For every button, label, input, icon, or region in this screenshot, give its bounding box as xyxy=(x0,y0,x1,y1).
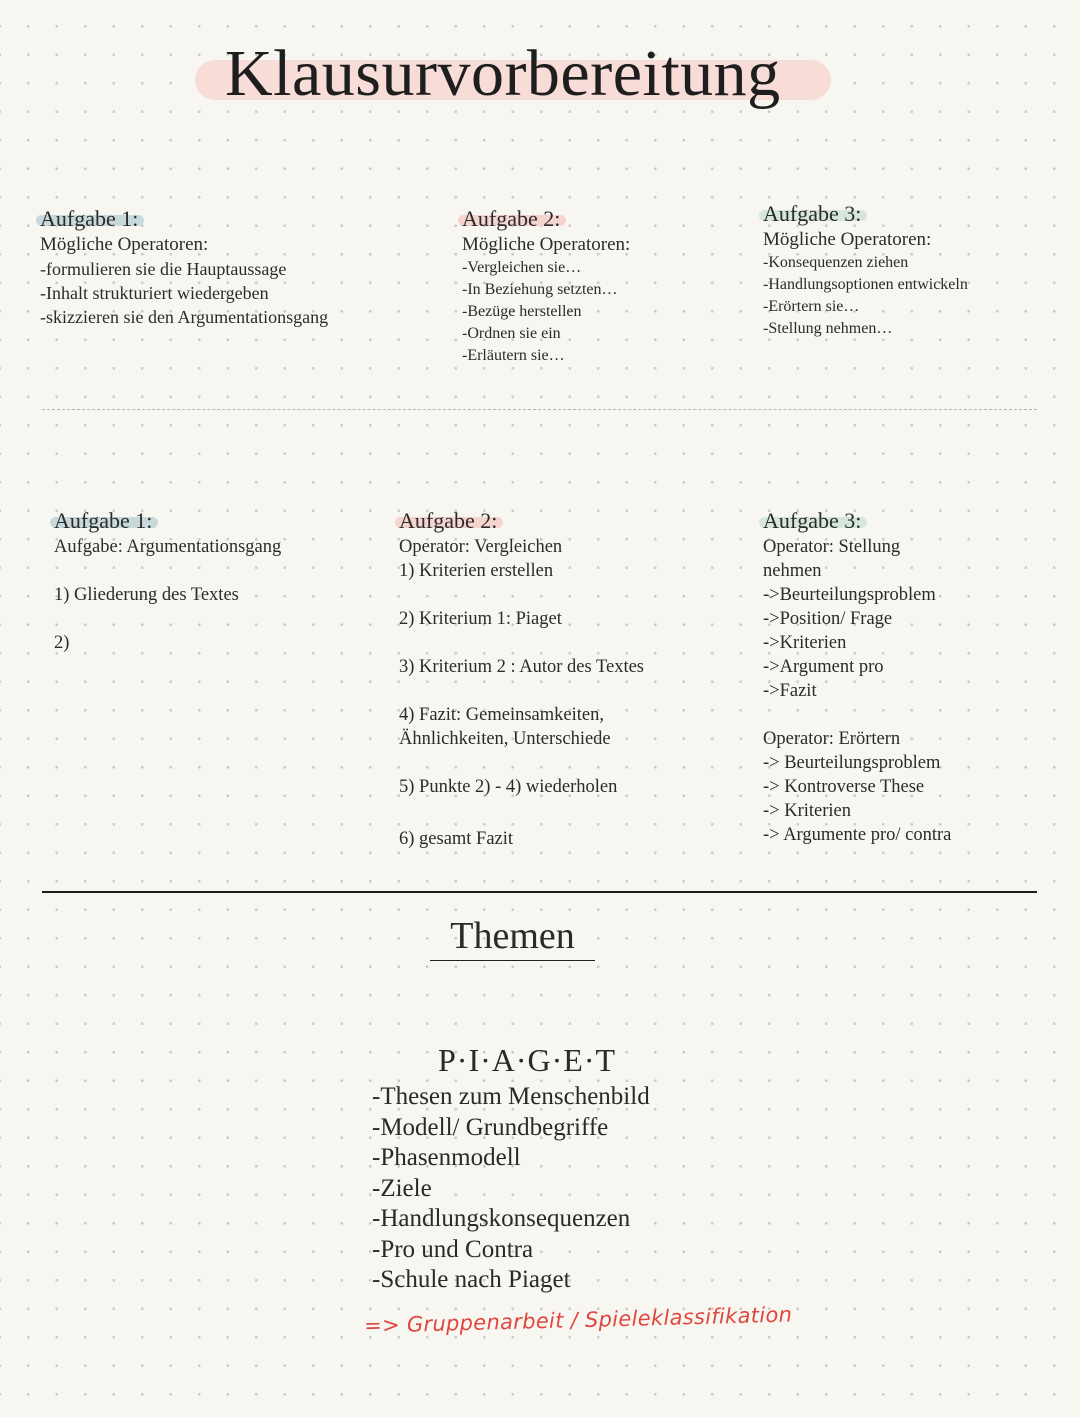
list-item: -Handlungskonsequenzen xyxy=(372,1205,631,1232)
bottom-aufgabe-2-line: 5) Punkte 2) - 4) wiederholen xyxy=(399,777,618,797)
list-item: -Erörtern sie… xyxy=(763,298,860,315)
list-item: -Phasenmodell xyxy=(372,1144,521,1171)
bottom-aufgabe-3-line: Operator: Stellung xyxy=(763,537,901,557)
page-title: Klausurvorbereitung xyxy=(225,37,781,110)
bottom-aufgabe-2-heading: Aufgabe 2: xyxy=(399,508,498,533)
bottom-aufgabe-2-line: 6) gesamt Fazit xyxy=(399,829,514,849)
list-item: -> Argumente pro/ contra xyxy=(763,825,952,845)
top-aufgabe-1-sub: Mögliche Operatoren: xyxy=(40,234,209,255)
list-item: -Inhalt strukturiert wiedergeben xyxy=(40,283,269,303)
list-item: ->Fazit xyxy=(763,681,817,701)
bottom-aufgabe-2-line: 3) Kriterium 2 : Autor des Textes xyxy=(399,657,644,677)
list-item: -Pro und Contra xyxy=(372,1235,534,1263)
list-item: -Ordnen sie ein xyxy=(462,325,561,342)
list-item: ->Kriterien xyxy=(763,633,847,653)
title-block xyxy=(195,37,835,120)
list-item: -Konsequenzen ziehen xyxy=(763,254,909,271)
bottom-aufgabe-1-line: Aufgabe: Argumentationsgang xyxy=(54,537,282,557)
bottom-aufgabe-1-line: 2) xyxy=(54,633,70,653)
top-aufgabe-2-list xyxy=(462,257,630,367)
top-aufgabe-2-heading: Aufgabe 2: xyxy=(462,206,561,231)
bottom-aufgabe-3 xyxy=(763,508,951,847)
list-item: -Schule nach Piaget xyxy=(372,1266,571,1293)
list-item: -> Kontroverse These xyxy=(763,777,925,797)
list-item: -Handlungsoptionen entwickeln xyxy=(763,276,968,293)
handwritten-note xyxy=(362,1295,882,1340)
bottom-aufgabe-2-line: Ähnlichkeiten, Unterschiede xyxy=(399,729,611,749)
bottom-aufgabe-2-line: Operator: Vergleichen xyxy=(399,537,563,557)
top-aufgabe-3-sub: Mögliche Operatoren: xyxy=(763,229,932,250)
list-item: -Ziele xyxy=(372,1174,432,1202)
list-item: ->Argument pro xyxy=(763,657,884,677)
list-item: ->Position/ Frage xyxy=(763,609,893,629)
bottom-aufgabe-3-list-2 xyxy=(763,751,951,847)
themen-heading: Themen xyxy=(430,912,595,961)
bottom-aufgabe-2-line: 2) Kriterium 1: Piaget xyxy=(399,609,562,629)
list-item: -skizzieren sie den Argumentationsgang xyxy=(40,307,329,327)
top-aufgabe-1-list xyxy=(40,257,328,329)
bottom-aufgabe-3-line: nehmen xyxy=(763,561,822,581)
list-item: -Vergleichen sie… xyxy=(462,259,582,276)
top-aufgabe-2-sub: Mögliche Operatoren: xyxy=(462,234,631,255)
dashed-divider xyxy=(42,409,1037,410)
list-item: -Bezüge herstellen xyxy=(462,303,582,320)
list-item: -Modell/ Grundbegriffe xyxy=(372,1113,609,1141)
bottom-aufgabe-1-heading: Aufgabe 1: xyxy=(54,508,153,533)
bottom-aufgabe-3-line: Operator: Erörtern xyxy=(763,729,901,749)
handwritten-note-text: => Gruppenarbeit / Spieleklassifikation xyxy=(363,1302,793,1338)
bottom-aufgabe-2 xyxy=(399,508,644,851)
list-item: -In Beziehung setzten… xyxy=(462,281,618,298)
list-item: -> Kriterien xyxy=(763,801,851,821)
list-item: -> Beurteilungsproblem xyxy=(763,753,941,773)
bottom-aufgabe-3-list-1 xyxy=(763,583,951,703)
list-item: ->Beurteilungsproblem xyxy=(763,585,936,605)
bottom-aufgabe-1-line: 1) Gliederung des Textes xyxy=(54,585,239,605)
list-item: -Erläutern sie… xyxy=(462,347,565,364)
top-aufgabe-3-list xyxy=(763,252,968,340)
top-aufgabe-1 xyxy=(40,206,328,329)
piaget-title: P·I·A·G·E·T xyxy=(438,1042,617,1078)
bottom-aufgabe-3-heading: Aufgabe 3: xyxy=(763,508,862,533)
bottom-aufgabe-2-line: 1) Kriterien erstellen xyxy=(399,561,554,581)
list-item: -Stellung nehmen… xyxy=(763,320,893,337)
top-aufgabe-1-heading: Aufgabe 1: xyxy=(40,206,139,231)
bottom-aufgabe-2-line: 4) Fazit: Gemeinsamkeiten, xyxy=(399,705,604,725)
top-aufgabe-3 xyxy=(763,201,968,340)
piaget-topic-list xyxy=(372,1082,650,1296)
list-item: -Thesen zum Menschenbild xyxy=(372,1083,650,1110)
bottom-aufgabe-1 xyxy=(54,508,281,655)
top-aufgabe-3-heading: Aufgabe 3: xyxy=(763,201,862,226)
list-item: -formulieren sie die Hauptaussage xyxy=(40,259,287,279)
top-aufgabe-2 xyxy=(462,206,630,367)
solid-divider xyxy=(42,891,1037,893)
